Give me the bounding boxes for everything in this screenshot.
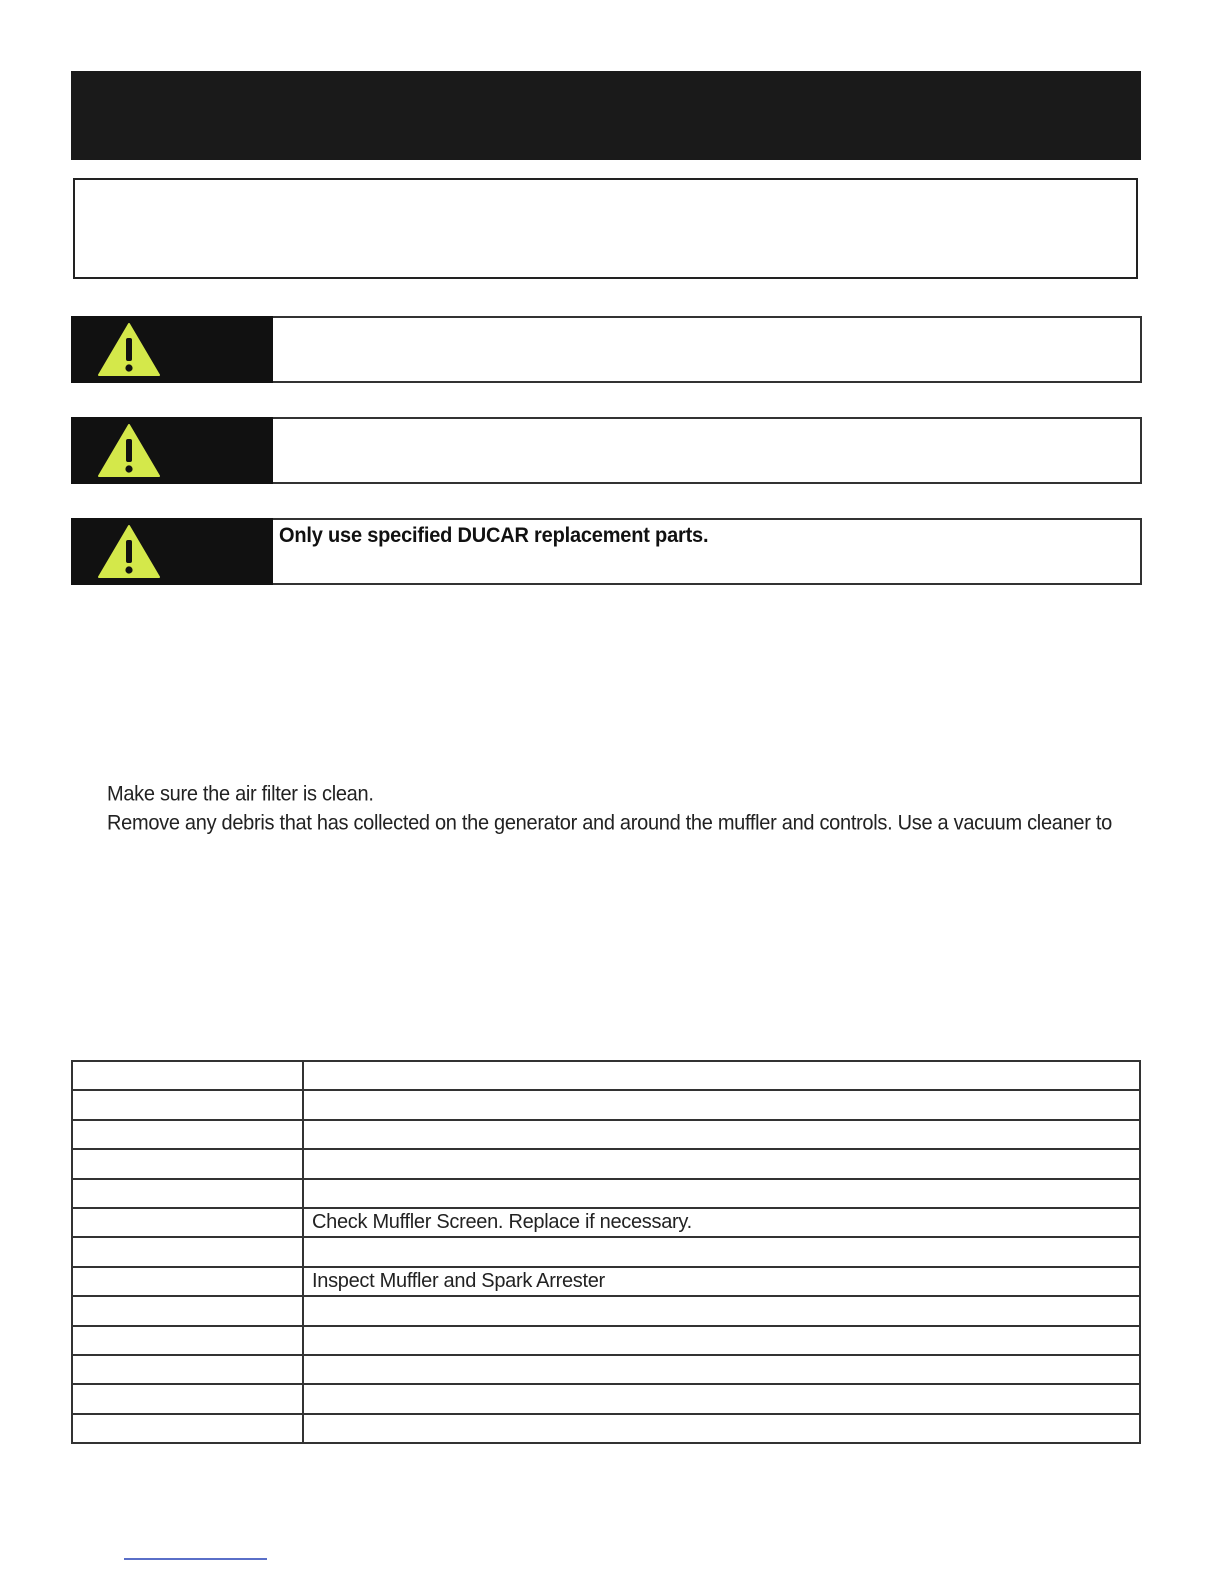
warning-label xyxy=(71,518,273,585)
interval-cell xyxy=(72,1296,303,1325)
maintenance-schedule-table xyxy=(71,1060,1141,1444)
warning-label xyxy=(71,316,273,383)
task-cell xyxy=(303,1237,1140,1266)
footer-link[interactable] xyxy=(124,1558,267,1560)
warning-label xyxy=(71,417,273,484)
interval-cell xyxy=(72,1326,303,1355)
table-row xyxy=(72,1179,1140,1208)
table-row xyxy=(72,1267,1140,1296)
table-row xyxy=(72,1414,1140,1443)
table-row xyxy=(72,1384,1140,1413)
instruction-line: Make sure the air filter is clean. xyxy=(107,782,374,806)
interval-cell xyxy=(72,1149,303,1178)
interval-cell xyxy=(72,1414,303,1443)
notice-box xyxy=(73,178,1138,279)
task-cell xyxy=(303,1061,1140,1090)
task-cell xyxy=(303,1179,1140,1208)
table-row xyxy=(72,1237,1140,1266)
warning-box-2 xyxy=(71,417,1142,484)
warning-box-1 xyxy=(71,316,1142,383)
table-row xyxy=(72,1355,1140,1384)
task-cell xyxy=(303,1120,1140,1149)
table-row xyxy=(72,1326,1140,1355)
table-row xyxy=(72,1061,1140,1090)
interval-cell xyxy=(72,1384,303,1413)
interval-cell xyxy=(72,1355,303,1384)
interval-cell xyxy=(72,1267,303,1296)
warning-text: Only use specified DUCAR replacement parts. xyxy=(279,524,709,548)
warning-triangle-icon xyxy=(97,523,161,579)
task-cell xyxy=(303,1384,1140,1413)
section-header-bar xyxy=(71,71,1141,160)
task-cell: Check Muffler Screen. Replace if necessary. xyxy=(303,1208,1140,1237)
task-cell xyxy=(303,1414,1140,1443)
warning-triangle-icon xyxy=(97,422,161,478)
table-row xyxy=(72,1208,1140,1237)
interval-cell xyxy=(72,1237,303,1266)
table-row xyxy=(72,1149,1140,1178)
task-cell xyxy=(303,1149,1140,1178)
table-row xyxy=(72,1090,1140,1119)
warning-box-3 xyxy=(71,518,1142,585)
warning-triangle-icon xyxy=(97,321,161,377)
task-cell xyxy=(303,1296,1140,1325)
table-row xyxy=(72,1296,1140,1325)
interval-cell xyxy=(72,1208,303,1237)
instruction-line: Remove any debris that has collected on the generator and around the muffler and controls. Use a vacuum cleaner to xyxy=(107,811,1112,835)
interval-cell xyxy=(72,1090,303,1119)
task-cell xyxy=(303,1090,1140,1119)
task-cell xyxy=(303,1355,1140,1384)
interval-cell xyxy=(72,1179,303,1208)
interval-cell xyxy=(72,1061,303,1090)
table-row xyxy=(72,1120,1140,1149)
interval-cell xyxy=(72,1120,303,1149)
task-cell xyxy=(303,1326,1140,1355)
task-cell: Inspect Muffler and Spark Arrester xyxy=(303,1267,1140,1296)
